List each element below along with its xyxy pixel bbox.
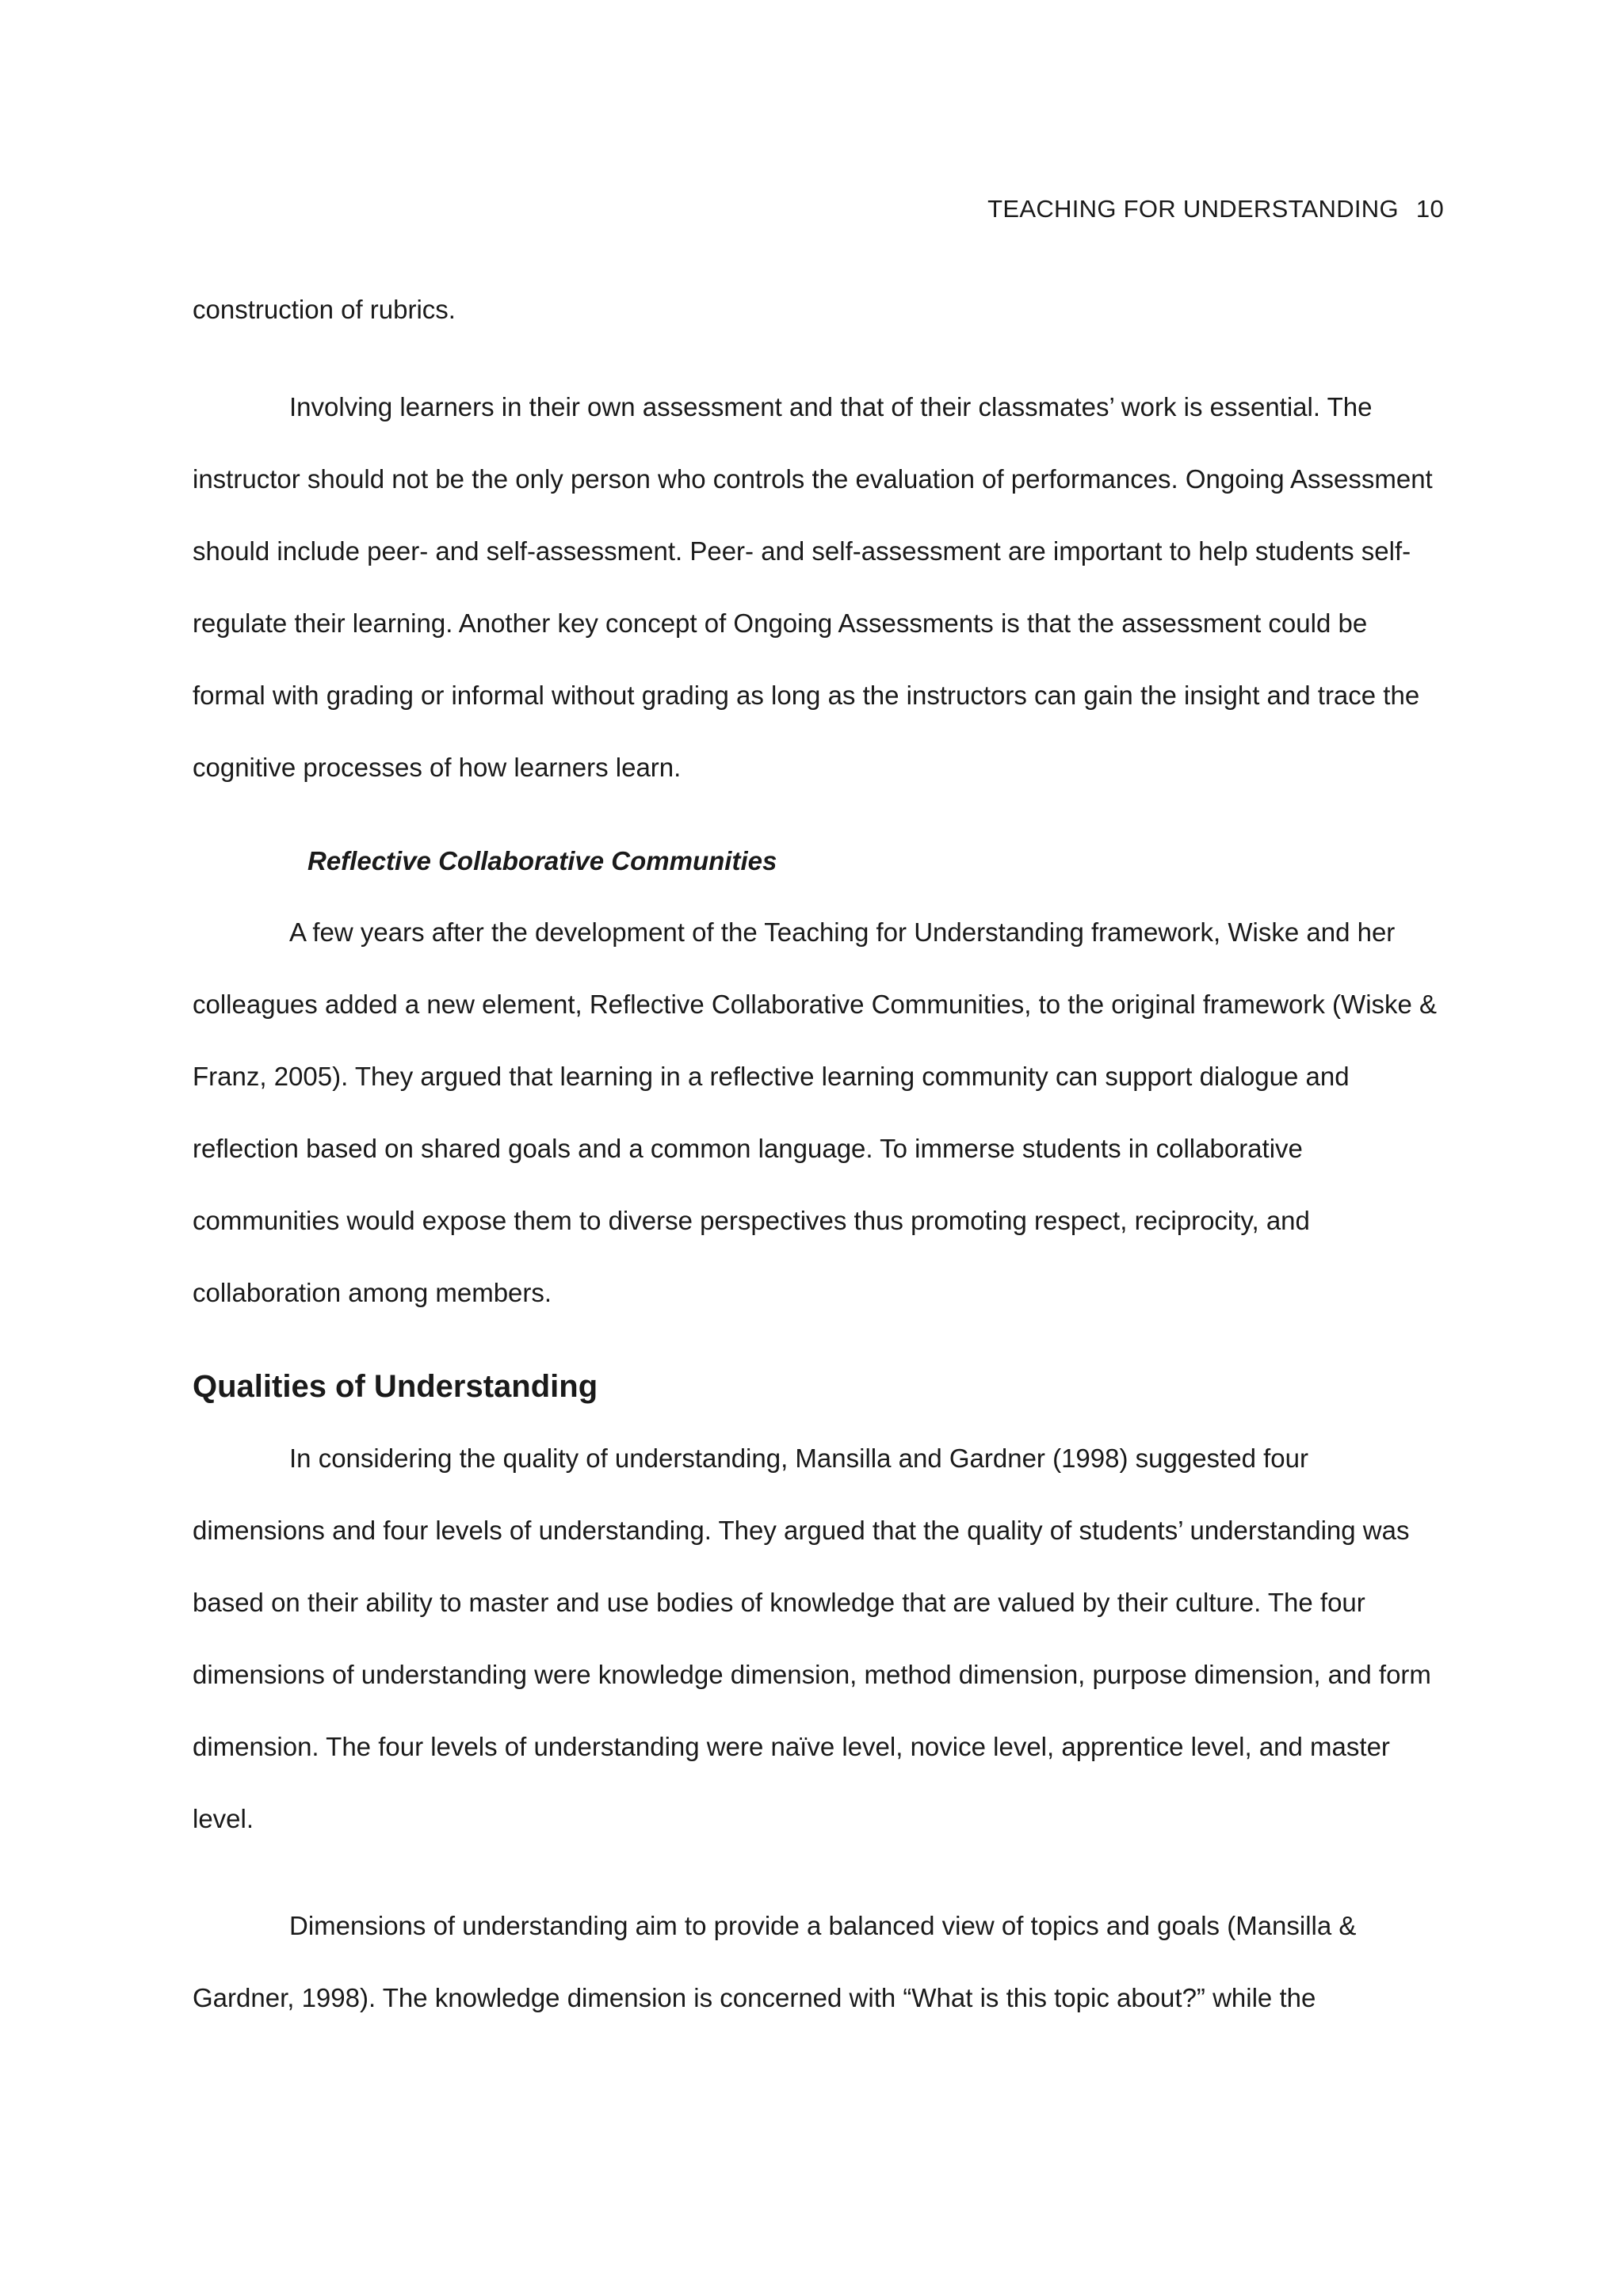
paragraph-block-2	[193, 896, 1445, 1329]
running-head	[987, 195, 1444, 223]
page-number: 10	[1415, 195, 1444, 223]
paragraph-block-1	[193, 371, 1445, 803]
paragraph-3: In considering the quality of understanding, Mansilla and Gardner (1998) suggested four dimensions and four levels of understanding. They argued that the quality of students’ understanding was based on their ability to master and use bodies of knowledge that are valued by their culture. The four dimensions of understanding were knowledge dimension, method dimension, purpose dimension, and form dimension. The four levels of understanding were naïve level, novice level, apprentice level, and master level.	[193, 1444, 1431, 1833]
paragraph-2: A few years after the development of the Teaching for Understanding framework, Wiske and her colleagues added a new element, Reflective Collaborative Communities, to the original framework (Wiske & Franz, 2005). They argued that learning in a reflective learning community can support dialogue and reflection based on shared goals and a common language. To immerse students in collaborative communities would expose them to diverse perspectives thus promoting respect, reciprocity, and collaboration among members.	[193, 917, 1438, 1307]
subheading: Reflective Collaborative Communities	[307, 846, 777, 875]
paragraph-4: Dimensions of understanding aim to provide a balanced view of topics and goals (Mansilla & Gardner, 1998). The knowledge dimension is concerned with “What is this topic about?” while the	[193, 1911, 1357, 2012]
running-head-title: TEACHING FOR UNDERSTANDING	[987, 195, 1399, 223]
continuation-block	[193, 273, 1445, 345]
continuation-text: construction of rubrics.	[193, 295, 456, 324]
section-heading: Qualities of Understanding	[193, 1369, 598, 1404]
paragraph-block-4	[193, 1890, 1445, 2034]
paragraph-1: Involving learners in their own assessment and that of their classmates’ work is essential. The instructor should not be the only person who controls the evaluation of performances. Ongoing Assessment should include peer- and self-assessment. Peer- and self-assessment are important to help students self-regulate their learning. Another key concept of Ongoing Assessments is that the assessment could be formal with grading or informal without grading as long as the instructors can gain the insight and trace the cognitive processes of how learners learn.	[193, 392, 1433, 782]
paragraph-block-3	[193, 1422, 1445, 1855]
